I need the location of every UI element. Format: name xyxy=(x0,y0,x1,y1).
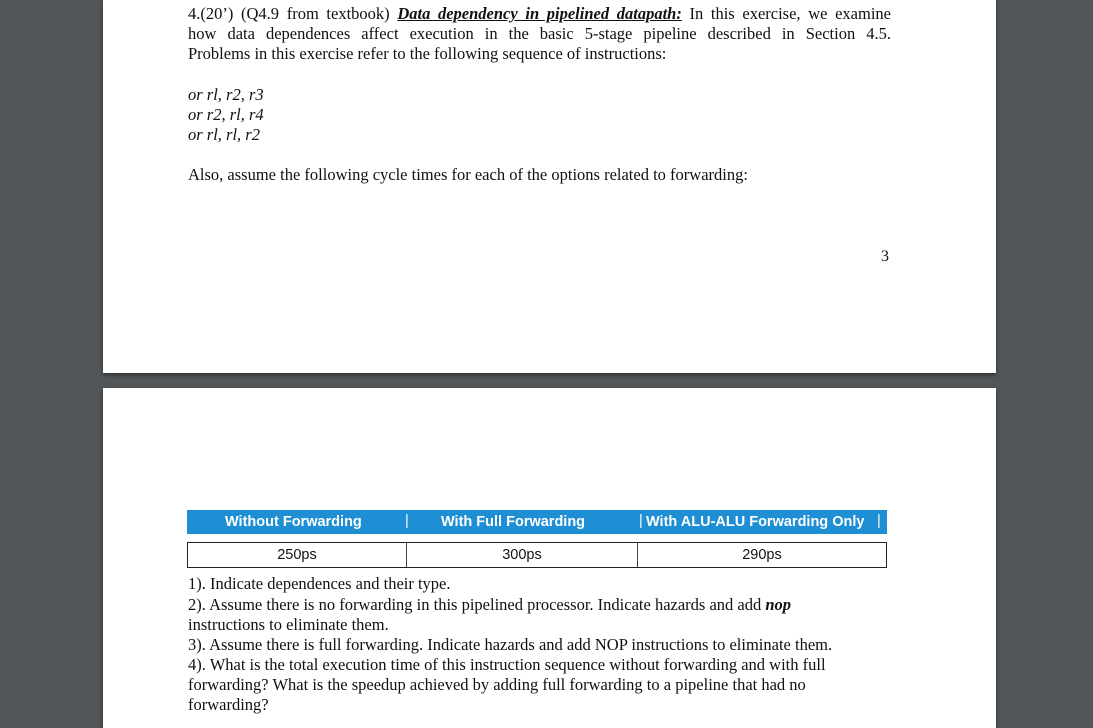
page-number: 3 xyxy=(881,248,889,265)
cycle-times-text: Also, assume the following cycle times for each of the options related to forwarding: xyxy=(188,165,748,184)
nop-emphasis: nop xyxy=(765,595,792,614)
intro-title: Data dependency in pipelined datapath: xyxy=(397,4,682,23)
header-full-forwarding: With Full Forwarding xyxy=(441,514,586,530)
question-2-line-2: instructions to eliminate them. xyxy=(188,615,389,634)
table-header-row xyxy=(187,510,887,534)
question-3: 3). Assume there is full forwarding. Indicate hazards and add NOP instructions to eliminate them. xyxy=(188,635,833,654)
header-separator: | xyxy=(405,513,409,529)
table-value-row xyxy=(187,542,887,568)
intro-prefix: 4.(20’) (Q4.9 from textbook) xyxy=(188,4,398,23)
intro-line-1 xyxy=(188,4,891,24)
intro-line1-rest: In this exercise, we examine xyxy=(681,4,891,23)
intro-line-2: how data dependences affect execution in the basic 5-stage pipeline described in Section 4.5. xyxy=(188,24,891,43)
instruction-1: or rl, r2, r3 xyxy=(188,85,264,104)
pdf-page-1 xyxy=(103,0,996,373)
question-1: 1). Indicate dependences and their type. xyxy=(188,574,451,593)
question-4-line-3: forwarding? xyxy=(188,695,269,714)
question-2-line-1 xyxy=(188,595,891,615)
question-4-line-2: forwarding? What is the speedup achieved by adding full forwarding to a pipeline that had no xyxy=(188,675,806,694)
question-4-line-1: 4). What is the total execution time of this instruction sequence without forwarding and with full xyxy=(188,655,826,674)
value-alu-forwarding: 290ps xyxy=(742,547,782,563)
header-separator: | xyxy=(639,513,643,529)
intro-line-3: Problems in this exercise refer to the following sequence of instructions: xyxy=(188,44,667,63)
header-alu-forwarding: With ALU-ALU Forwarding Only xyxy=(646,514,865,530)
question-2-text: 2). Assume there is no forwarding in this pipelined processor. Indicate hazards and add xyxy=(188,595,766,614)
header-without-forwarding: Without Forwarding xyxy=(225,514,362,530)
value-without-forwarding: 250ps xyxy=(277,547,317,563)
pdf-page-2 xyxy=(103,388,996,728)
value-full-forwarding: 300ps xyxy=(502,547,542,563)
header-separator: | xyxy=(877,513,881,529)
instruction-2: or r2, rl, r4 xyxy=(188,105,264,124)
instruction-3: or rl, rl, r2 xyxy=(188,125,260,144)
cycle-times-table xyxy=(187,510,887,568)
